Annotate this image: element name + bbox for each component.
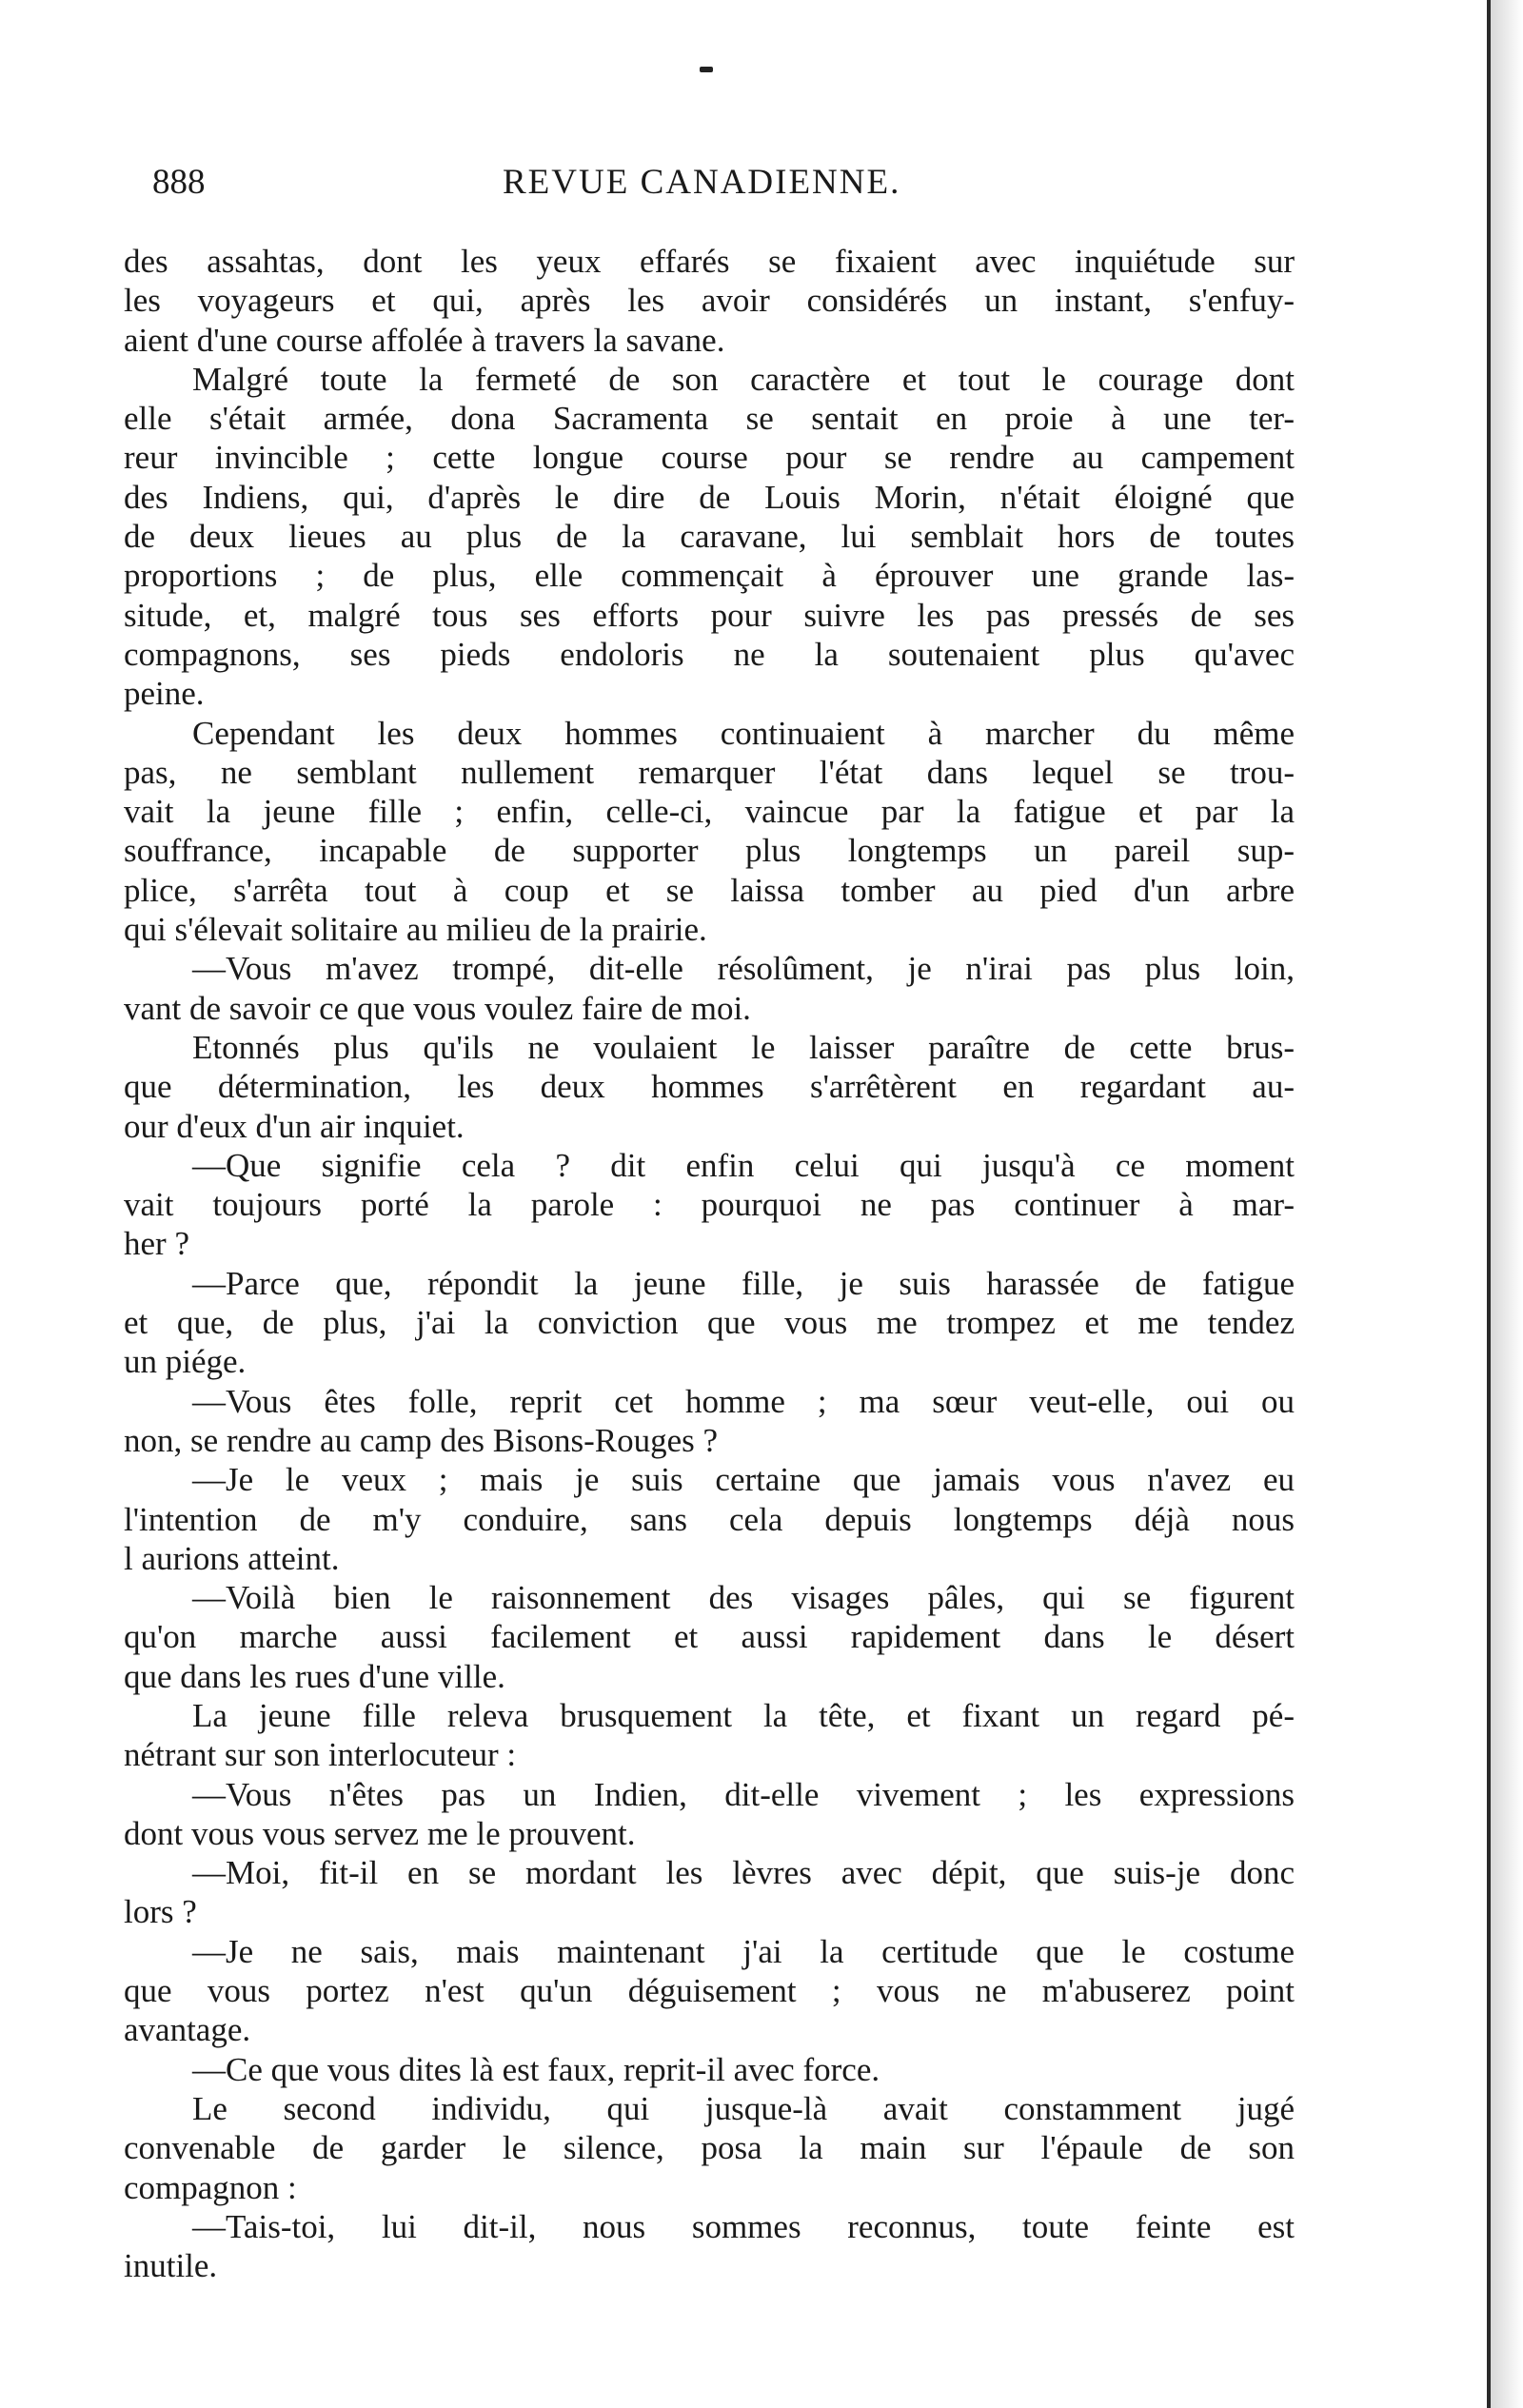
text-line: inutile.: [124, 2247, 218, 2285]
text-line: —Vous m'avez trompé, dit-elle résolûment, je n'irai pas plus loin,: [192, 950, 1295, 988]
text-line: her ?: [124, 1225, 189, 1263]
text-line: lors ?: [124, 1893, 197, 1931]
text-line: —Parce que, répondit la jeune fille, je suis harassée de fatigue: [192, 1264, 1295, 1302]
text-line: qu'on marche aussi facilement et aussi rapidement dans le désert: [124, 1618, 1295, 1656]
text-line: que dans les rues d'une ville.: [124, 1657, 505, 1695]
text-line: our d'eux d'un air inquiet.: [124, 1107, 465, 1145]
text-line: elle s'était armée, dona Sacramenta se sentait en proie à une ter-: [124, 400, 1295, 438]
text-line: les voyageurs et qui, après les avoir considérés un instant, s'enfuy-: [124, 282, 1295, 320]
text-line: compagnon :: [124, 2168, 297, 2206]
text-line: Etonnés plus qu'ils ne voulaient le laisser paraître de cette brus-: [192, 1028, 1295, 1066]
ink-speck: [700, 67, 713, 72]
text-line: —Moi, fit-il en se mordant les lèvres avec dépit, que suis-je donc: [192, 1854, 1295, 1892]
text-line: Malgré toute la fermeté de son caractère et tout le courage dont: [192, 360, 1295, 398]
text-line: vant de savoir ce que vous voulez faire de moi.: [124, 989, 751, 1027]
text-line: l'intention de m'y conduire, sans cela depuis longtemps déjà nous: [124, 1500, 1295, 1538]
text-line: nétrant sur son interlocuteur :: [124, 1736, 517, 1774]
body-text: [124, 242, 1295, 2285]
text-line: vait la jeune fille ; enfin, celle-ci, vaincue par la fatigue et par la: [124, 793, 1295, 831]
text-line: proportions ; de plus, elle commençait à éprouver une grande las-: [124, 557, 1295, 595]
text-line: des assahtas, dont les yeux effarés se fixaient avec inquiétude sur: [124, 243, 1295, 280]
text-line: Cependant les deux hommes continuaient à marcher du même: [192, 714, 1295, 752]
text-line: dont vous vous servez me le prouvent.: [124, 1814, 636, 1852]
text-line: —Je ne sais, mais maintenant j'ai la certitude que le costume: [192, 1932, 1295, 1970]
text-line: situde, et, malgré tous ses efforts pour suivre les pas pressés de ses: [124, 596, 1295, 634]
text-line: pas, ne semblant nullement remarquer l'état dans lequel se trou-: [124, 753, 1295, 791]
text-line: de deux lieues au plus de la caravane, lui semblait hors de toutes: [124, 518, 1295, 556]
text-line: Le second individu, qui jusque-là avait constamment jugé: [192, 2089, 1295, 2127]
text-line: —Ce que vous dites là est faux, reprit-il avec force.: [192, 2050, 880, 2088]
text-line: compagnons, ses pieds endoloris ne la soutenaient plus qu'avec: [124, 635, 1295, 673]
text-line: —Voilà bien le raisonnement des visages pâles, qui se figurent: [192, 1579, 1295, 1617]
text-line: peine.: [124, 675, 205, 713]
text-line: et que, de plus, j'ai la conviction que vous me trompez et me tendez: [124, 1304, 1295, 1342]
text-line: souffrance, incapable de supporter plus longtemps un pareil sup-: [124, 832, 1295, 870]
page-fold-shadow: [1491, 0, 1523, 2408]
text-line: —Vous n'êtes pas un Indien, dit-elle vivement ; les expressions: [192, 1775, 1295, 1813]
text-line: reur invincible ; cette longue course pour se rendre au campement: [124, 439, 1295, 477]
text-line: l aurions atteint.: [124, 1539, 340, 1577]
text-line: que détermination, les deux hommes s'arrêtèrent en regardant au-: [124, 1068, 1295, 1106]
text-line: des Indiens, qui, d'après le dire de Louis Morin, n'était éloigné que: [124, 478, 1295, 516]
text-line: —Je le veux ; mais je suis certaine que jamais vous n'avez eu: [192, 1461, 1295, 1499]
text-line: avantage.: [124, 2011, 251, 2049]
text-line: un piége.: [124, 1343, 247, 1381]
text-line: qui s'élevait solitaire au milieu de la prairie.: [124, 911, 707, 949]
text-line: vait toujours porté la parole : pourquoi ne pas continuer à mar-: [124, 1186, 1295, 1224]
page-header: [152, 162, 1295, 209]
text-line: La jeune fille releva brusquement la tête, et fixant un regard pé-: [192, 1696, 1295, 1734]
running-title: REVUE CANADIENNE.: [503, 163, 901, 202]
text-line: que vous portez n'est qu'un déguisement ; vous ne m'abuserez point: [124, 1972, 1295, 2010]
text-line: non, se rendre au camp des Bisons-Rouges ?: [124, 1421, 719, 1459]
text-line: aient d'une course affolée à travers la savane.: [124, 321, 725, 359]
text-line: —Que signifie cela ? dit enfin celui qui jusqu'à ce moment: [192, 1146, 1295, 1184]
text-line: —Tais-toi, lui dit-il, nous sommes reconnus, toute feinte est: [192, 2207, 1295, 2245]
text-line: convenable de garder le silence, posa la main sur l'épaule de son: [124, 2129, 1295, 2167]
text-line: plice, s'arrêta tout à coup et se laissa tomber au pied d'un arbre: [124, 871, 1295, 909]
page-number: 888: [152, 163, 206, 202]
text-line: —Vous êtes folle, reprit cet homme ; ma sœur veut-elle, oui ou: [192, 1382, 1295, 1420]
